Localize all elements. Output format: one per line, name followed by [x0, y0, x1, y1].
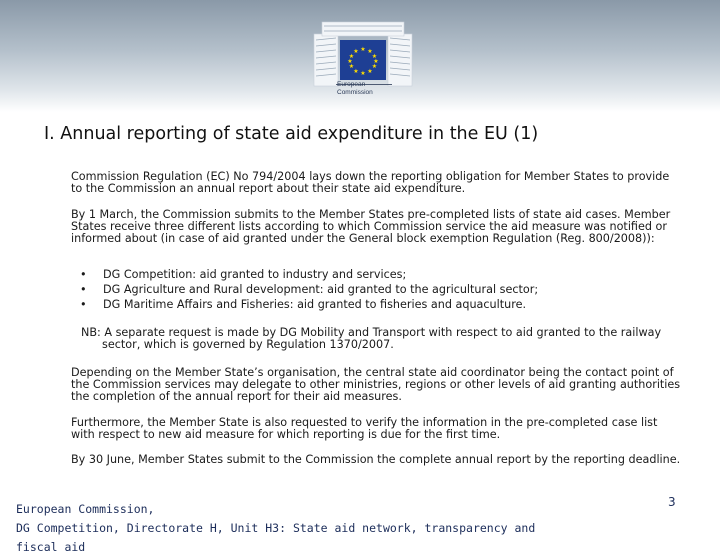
- list-item-text: DG Agriculture and Rural development: aid granted to the agricultural sector;: [103, 282, 539, 296]
- svg-text:★: ★: [360, 70, 366, 77]
- svg-text:★: ★: [348, 53, 355, 60]
- svg-text:★: ★: [347, 58, 353, 65]
- footer-line1: European Commission,: [16, 502, 155, 516]
- logo-text-line1: European: [337, 81, 366, 88]
- svg-text:★: ★: [360, 46, 366, 53]
- deadline-paragraph: By 30 June, Member States submit to the Commission the complete annual report by the reporting deadline.: [71, 453, 681, 466]
- intro-paragraph: Commission Regulation (EC) No 794/2004 lays down the reporting obligation for Member States to provide to the Commission an annual report about their state aid expenditure.: [71, 170, 670, 195]
- svg-text:★: ★: [348, 63, 355, 70]
- header-banner: [0, 0, 720, 112]
- footer-line2: DG Competition, Directorate H, Unit H3: State aid network, transparency and fiscal aid: [16, 521, 536, 554]
- list-item-text: DG Competition: aid granted to industry and services;: [103, 268, 407, 281]
- bullet-icon: •: [80, 282, 87, 296]
- list-item-text: DG Maritime Affairs and Fisheries: aid granted to fisheries and aquaculture.: [103, 297, 527, 311]
- footer: [16, 500, 576, 557]
- bullet-icon: •: [80, 297, 87, 311]
- dg-list: [80, 268, 660, 312]
- list-item: [80, 283, 660, 298]
- verification-paragraph: Furthermore, the Member State is also requested to verify the information in the pre-completed case list with respect to new aid measure for which reporting is due for the first time.: [71, 416, 658, 441]
- list-item: [80, 268, 660, 283]
- list-item: [80, 298, 660, 313]
- logo-text: [337, 81, 373, 97]
- svg-text:★: ★: [371, 63, 378, 70]
- lists-paragraph: By 1 March, the Commission submits to the Member States pre-completed lists of state aid cases. Member States receive three different lists according to which Commission service the aid measure was notified or informed about (in case of aid granted under the General block exemption Regulation (Reg. 800/2008)):: [71, 208, 671, 245]
- svg-text:★: ★: [353, 48, 359, 55]
- svg-text:★: ★: [367, 68, 373, 75]
- svg-text:★: ★: [367, 48, 373, 55]
- logo-text-line2: Commission: [337, 89, 373, 96]
- nb-note: NB: A separate request is made by DG Mobility and Transport with respect to aid granted to the railway sector, which is governed by Regulation 1370/2007.: [81, 326, 662, 351]
- page-number: 3: [668, 495, 676, 509]
- bullet-icon: •: [80, 268, 87, 281]
- delegation-paragraph: Depending on the Member State’s organisation, the central state aid coordinator being the contact point of the Commission services may delegate to other ministries, regions or other levels of aid granting authorities the completion of the annual report for their aid measures.: [71, 366, 681, 403]
- svg-text:★: ★: [353, 68, 359, 75]
- slide-title: I. Annual reporting of state aid expenditure in the EU (1): [44, 124, 539, 144]
- svg-text:★: ★: [373, 58, 379, 65]
- svg-text:★: ★: [371, 53, 378, 60]
